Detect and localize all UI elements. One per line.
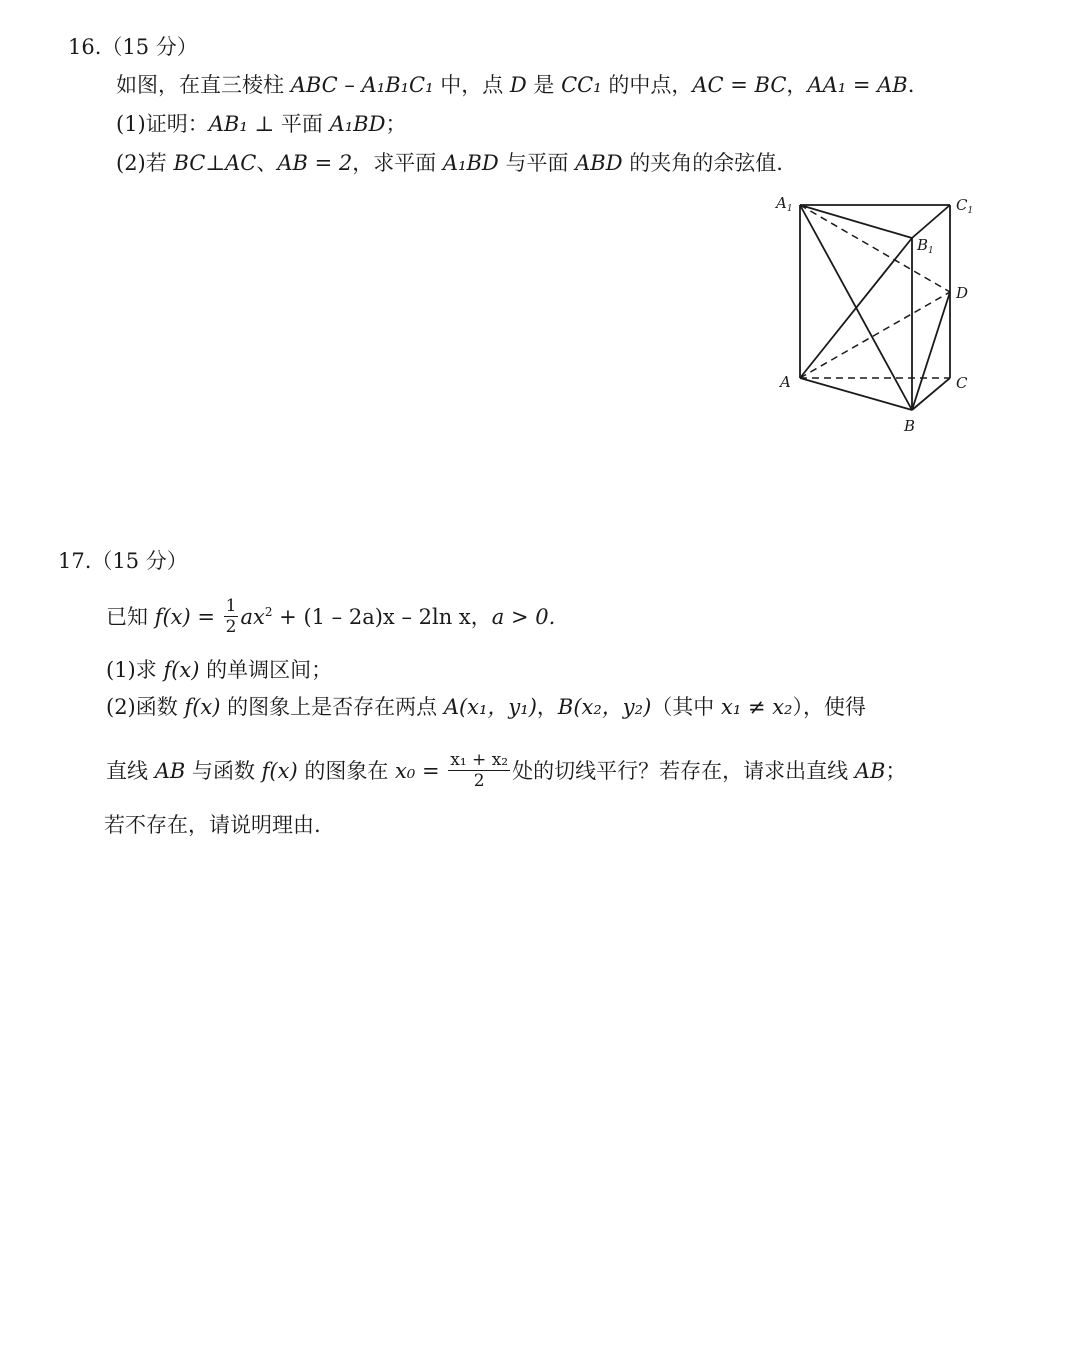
label-c1: $C_1$ (956, 196, 974, 216)
label-b: B (904, 417, 916, 435)
fraction-half: $\frac{1}{2}$ (225, 596, 237, 637)
q16-stem: 如图，在直三棱柱 ABC – A₁B₁C₁ 中，点 D 是 CC₁ 的中点，AC = BC，AA₁ = AB. (116, 73, 915, 97)
q17-part2-line3: 若不存在，请说明理由. (104, 813, 321, 837)
fraction-midpoint: $\frac{\text{x₁ + x₂}}{2}$ (450, 750, 509, 791)
edge-b1c1 (912, 205, 950, 238)
q17-part2-line2: 直线 AB 与函数 f(x) 的图象在 x₀ = $\frac{\text{x₁ + x₂}}{2}$ 处的切线平行？若存在，请求出直线 AB； (106, 750, 907, 791)
q17-header: 17.（15 分） (58, 549, 188, 573)
label-a1: $A_1$ (776, 194, 793, 214)
q17-given: 已知 f(x) = $\frac{1}{2}$ $ax^2 + (1 - 2a)x - 2\ln$ x，a > 0. (106, 596, 556, 637)
segment-a1b (800, 205, 912, 410)
hidden-segment-ad (800, 292, 950, 378)
prism-figure (770, 190, 980, 440)
edge-a1b1 (800, 205, 912, 238)
label-d: D (956, 284, 969, 302)
q17-part1: (1)求 f(x) 的单调区间； (106, 658, 333, 682)
q16-part2: (2)若 BC⊥AC、AB = 2，求平面 A₁BD 与平面 ABD 的夹角的余弦值. (116, 151, 783, 175)
edge-ab (800, 378, 912, 410)
q16-header: 16.（15 分） (68, 35, 198, 59)
label-c: C (956, 374, 968, 392)
q16-part1: (1)证明：AB₁ ⊥ 平面 A₁BD； (116, 112, 407, 136)
q17-part2-line1: (2)函数 f(x) 的图象上是否存在两点 A(x₁，y₁)，B(x₂，y₂)（其中 x₁ ≠ x₂），使得 (106, 695, 866, 719)
label-b1: $B_1$ (917, 236, 934, 256)
prism-diagram (770, 190, 980, 440)
label-a: A (780, 373, 791, 391)
